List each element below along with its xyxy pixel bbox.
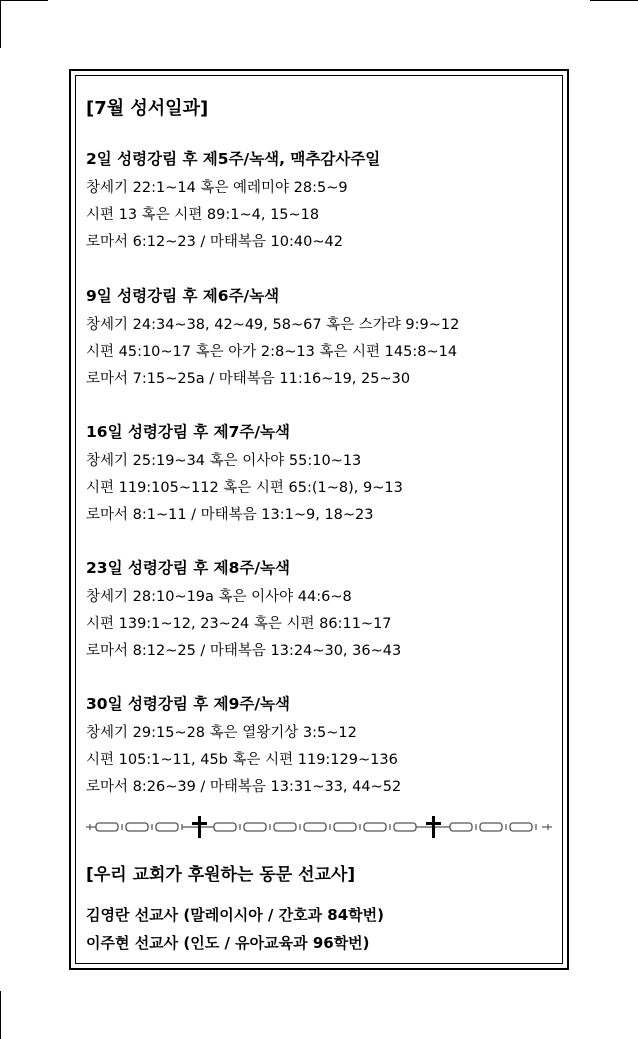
reading-line: 로마서 8:1~11 / 마태복음 13:1~9, 18~23 (86, 507, 374, 523)
cross-chain-divider-icon (86, 815, 552, 839)
reading-line: 창세기 29:15~28 혹은 열왕기상 3:5~12 (86, 725, 357, 741)
reading-line: 시편 105:1~11, 45b 혹은 시편 119:129~136 (86, 752, 398, 768)
missionary-item: 이주현 선교사 (인도 / 유아교육과 96학번) (86, 934, 370, 952)
missionaries-title: [우리 교회가 후원하는 동문 선교사] (86, 865, 356, 885)
week-title: 9일 성령강림 후 제6주/녹색 (86, 287, 280, 305)
reading-line: 시편 139:1~12, 23~24 혹은 시편 86:11~17 (86, 616, 392, 632)
reading-line: 로마서 8:26~39 / 마태복음 13:31~33, 44~52 (86, 779, 402, 795)
missionary-item: 김영란 선교사 (말레이시아 / 간호과 84학번) (86, 906, 385, 924)
crop-mark (0, 0, 1, 48)
reading-line: 시편 45:10~17 혹은 아가 2:8~13 혹은 시편 145:8~14 (86, 344, 458, 360)
reading-line: 창세기 22:1~14 혹은 예레미야 28:5~9 (86, 180, 348, 196)
week-title: 2일 성령강림 후 제5주/녹색, 맥추감사주일 (86, 150, 381, 168)
week-title: 30일 성령강림 후 제9주/녹색 (86, 695, 290, 713)
crop-mark (590, 0, 638, 1)
crop-mark (0, 0, 48, 1)
reading-line: 창세기 24:34~38, 42~49, 58~67 혹은 스가랴 9:9~12 (86, 317, 460, 333)
reading-line: 로마서 8:12~25 / 마태복음 13:24~30, 36~43 (86, 643, 402, 659)
week-title: 23일 성령강림 후 제8주/녹색 (86, 559, 290, 577)
crop-mark (0, 991, 1, 1039)
readings-title: [7월 성서일과] (86, 98, 209, 119)
reading-line: 시편 119:105~112 혹은 시편 65:(1~8), 9~13 (86, 480, 403, 496)
week-title: 16일 성령강림 후 제7주/녹색 (86, 423, 290, 441)
reading-line: 로마서 7:15~25a / 마태복음 11:16~19, 25~30 (86, 371, 411, 387)
reading-line: 창세기 28:10~19a 혹은 이사야 44:6~8 (86, 589, 352, 605)
reading-line: 창세기 25:19~34 혹은 이사야 55:10~13 (86, 453, 362, 469)
reading-line: 시편 13 혹은 시편 89:1~4, 15~18 (86, 207, 320, 223)
reading-line: 로마서 6:12~23 / 마태복음 10:40~42 (86, 234, 343, 250)
